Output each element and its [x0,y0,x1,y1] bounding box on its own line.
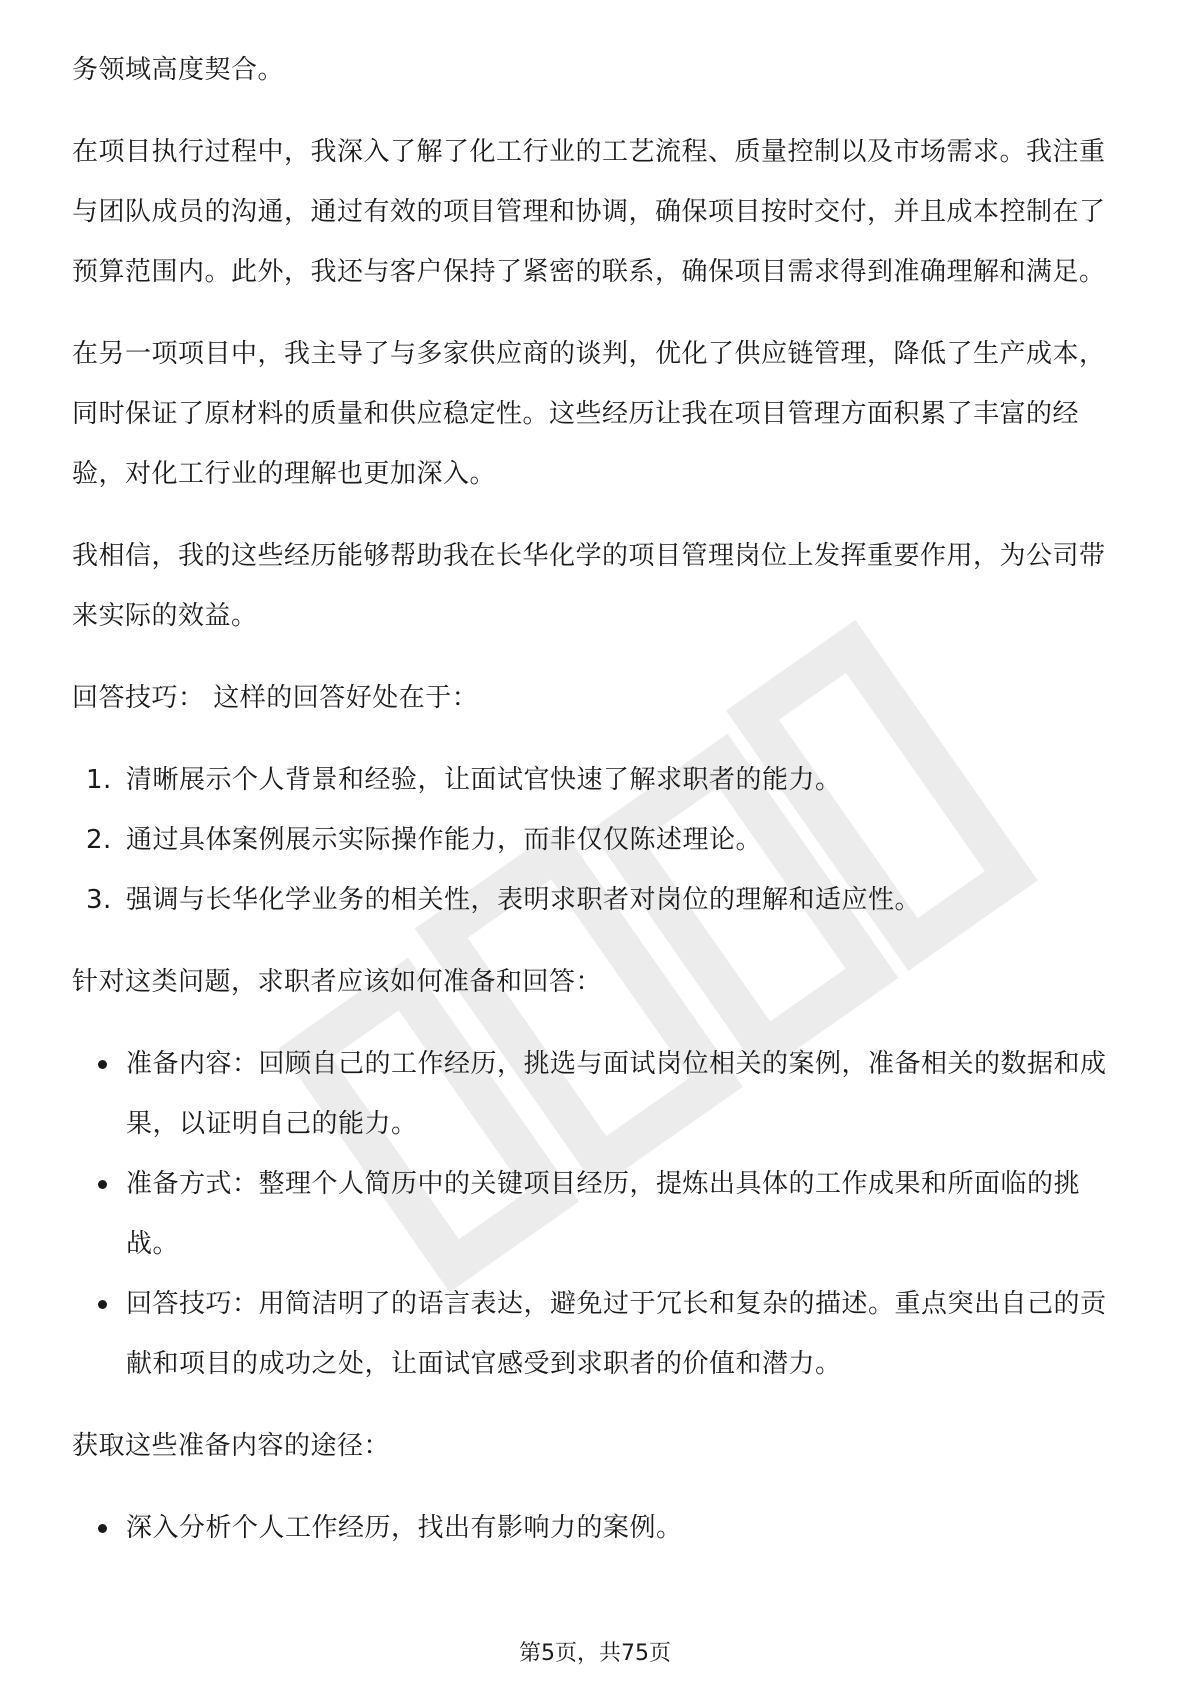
bullet-icon [98,1060,107,1069]
answer-tips-heading: 回答技巧： 这样的回答好处在于： [72,683,479,713]
list-item-text: 深入分析个人工作经历，找出有影响力的案例。 [126,1513,683,1543]
list-item-text: 回答技巧：用简洁明了的语言表达，避免过于冗长和复杂的描述。重点突出自己的贡献和项目的成功之处，让面试官感受到求职者的价值和潜力。 [126,1289,1107,1379]
answer-benefits-list [72,750,1122,930]
list-item-text: 通过具体案例展示实际操作能力，而非仅仅陈述理论。 [126,825,763,855]
list-item [72,1154,1122,1274]
list-item [72,1498,1122,1558]
sources-heading: 获取这些准备内容的途径： [72,1431,391,1461]
list-item [72,810,1122,870]
bullet-icon [98,1524,107,1533]
paragraph-supplier-project: 在另一项项目中，我主导了与多家供应商的谈判，优化了供应链管理，降低了生产成本，同时保证了原材料的质量和供应稳定性。这些经历让我在项目管理方面积累了丰富的经验，对化工行业的理解也更加深入。 [72,339,1106,489]
page-number: 第5页，共75页 [519,1641,671,1666]
list-item [72,750,1122,810]
list-number: 2. [86,825,112,855]
paragraph-project-execution: 在项目执行过程中，我深入了解了化工行业的工艺流程、质量控制以及市场需求。我注重与团队成员的沟通，通过有效的项目管理和协调，确保项目按时交付，并且成本控制在了预算范围内。此外，我还与客户保持了紧密的联系，确保项目需求得到准确理解和满足。 [72,137,1106,287]
list-item-text: 准备内容：回顾自己的工作经历，挑选与面试岗位相关的案例，准备相关的数据和成果，以证明自己的能力。 [126,1049,1107,1139]
list-item-text: 强调与长华化学业务的相关性，表明求职者对岗位的理解和适应性。 [126,885,922,915]
paragraph-conclusion: 我相信，我的这些经历能够帮助我在长华化学的项目管理岗位上发挥重要作用，为公司带来实际的效益。 [72,541,1106,631]
document-page [72,40,1122,1580]
sources-list [72,1498,1122,1558]
preparation-list [72,1034,1122,1394]
bullet-icon [98,1300,107,1309]
list-item-text: 准备方式：整理个人简历中的关键项目经历，提炼出具体的工作成果和所面临的挑战。 [126,1169,1081,1259]
paragraph-continuation: 务领域高度契合。 [72,55,285,85]
list-item-text: 清晰展示个人背景和经验，让面试官快速了解求职者的能力。 [126,765,842,795]
list-item [72,870,1122,930]
list-number: 1. [86,765,112,795]
list-item [72,1034,1122,1154]
bullet-icon [98,1180,107,1189]
preparation-heading: 针对这类问题，求职者应该如何准备和回答： [72,967,603,997]
list-item [72,1274,1122,1394]
list-number: 3. [86,885,112,915]
